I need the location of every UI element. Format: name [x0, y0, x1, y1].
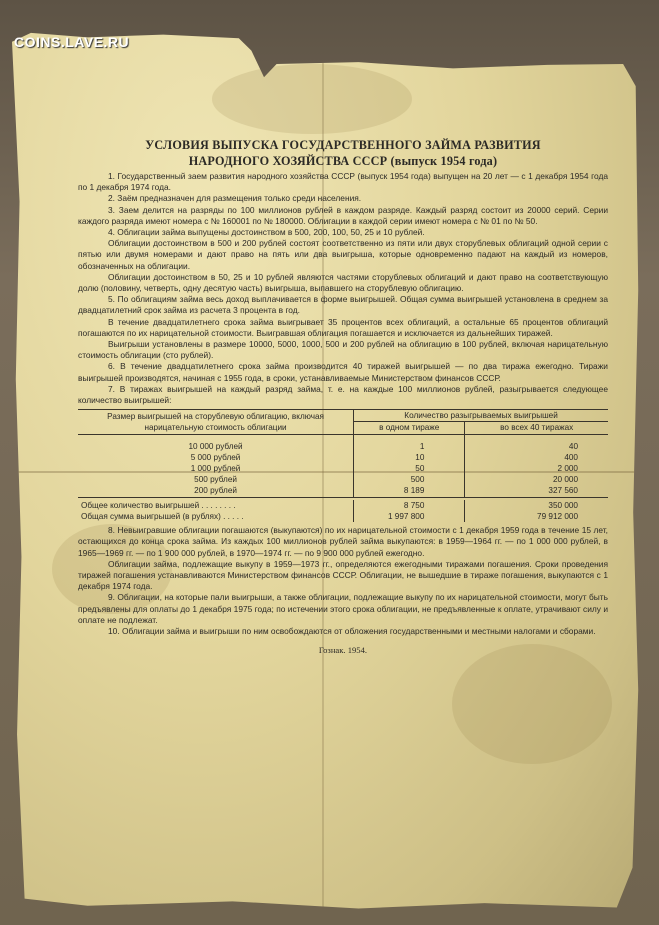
- printer-imprint: Гознак. 1954.: [318, 645, 368, 656]
- total-all: 79 912 000: [537, 511, 578, 521]
- prize-table: [78, 409, 608, 522]
- paragraph: 8. Невыигравшие облигации погашаются (выкупаются) по их нарицательной стоимости с 1 декабря 1959 года в течение 15 лет, остающихся до конца срока займа. Из каждых 100 миллионов рублей займа выкупаются: в 1959—1964 гг. — по 1 000 000 рублей, в 1965—1969 гг. — по 1 900 000 рублей, в 1970—1974 гг. — по 9 900 000 рублей ежегодно.: [78, 525, 608, 558]
- paragraph: 4. Облигации займа выпущены достоинством в 500, 200, 100, 50, 25 и 10 рублей.: [108, 227, 425, 238]
- prize-size: 1 000 рублей: [78, 463, 354, 474]
- paragraph: Облигации достоинством в 500 и 200 рублей состоят соответственно из пяти или двух сторублевых облигаций одной серии с пятью или двумя номерами и дают право на пять или два выигрыша, которые одновременно падают на каждый из номеров, обозначенных на облигации.: [78, 238, 608, 271]
- stain: [212, 64, 412, 134]
- prize-count-all: 2 000: [557, 464, 578, 474]
- title-line-2: НАРОДНОГО ХОЗЯЙСТВА СССР (выпуск 1954 года): [188, 153, 498, 168]
- table-header-all-draws: во всех 40 тиражах: [465, 422, 608, 434]
- prize-count-all: 400: [564, 452, 578, 462]
- total-all: 350 000: [548, 500, 578, 510]
- total-label: Общее количество выигрышей . . . . . . . .: [78, 500, 354, 511]
- total-label: Общая сумма выигрышей (в рублях) . . . . .: [78, 511, 354, 522]
- paragraph: 7. В тиражах выигрышей на каждый разряд займа, т. е. на каждые 100 миллионов рублей, разыгрывается следующее количество выигрышей:: [78, 383, 608, 406]
- bond-terms: [78, 138, 608, 656]
- table-header-one-draw: в одном тираже: [354, 422, 465, 434]
- prize-size: 10 000 рублей: [78, 441, 354, 452]
- table-total-row: [78, 511, 608, 522]
- prize-count-one: 500: [354, 474, 465, 485]
- stain: [452, 644, 612, 764]
- table-header-prize-size: Размер выигрышей на сторублевую облигацию, включая нарицательную стоимость облигации: [78, 410, 354, 434]
- prize-count-all: 327 560: [548, 486, 578, 496]
- prize-count-all: 20 000: [552, 475, 578, 485]
- prize-count-one: 50: [354, 463, 465, 474]
- table-total-row: [78, 500, 608, 511]
- table-row: [78, 441, 608, 452]
- table-row: [78, 474, 608, 485]
- prize-size: 500 рублей: [78, 474, 354, 485]
- paragraph: Выигрыши установлены в размере 10000, 5000, 1000, 500 и 200 рублей на облигацию в 100 рублей, включая нарицательную стоимость облигации (сто рублей).: [78, 339, 608, 361]
- paragraph: 2. Заём предназначен для размещения только среди населения.: [108, 193, 362, 204]
- title-line-1: УСЛОВИЯ ВЫПУСКА ГОСУДАРСТВЕННОГО ЗАЙМА РАЗВИТИЯ: [145, 138, 541, 152]
- paragraph: В течение двадцатилетнего срока займа выигрывает 35 процентов всех облигаций, а остальные 65 процентов облигаций погашаются по их нарицательной стоимости. Выигравшая облигация погашается и исключается из дальнейших тиражей.: [78, 316, 608, 338]
- watermark: COINS.LAVE.RU: [14, 34, 130, 50]
- total-one: 8 750: [354, 500, 465, 511]
- document-title: [78, 138, 608, 169]
- prize-count-all: 40: [568, 441, 578, 451]
- paragraph: 1. Государственный заем развития народного хозяйства СССР (выпуск 1954 года) выпущен на 20 лет — с 1 декабря 1954 года по 1 декабря 1974 года.: [78, 171, 608, 193]
- paragraph: 10. Облигации займа и выигрыши по ним освобождаются от обложения государственными и местными налогами и сборами.: [108, 625, 596, 636]
- table-row: [78, 463, 608, 474]
- table-row: [78, 485, 608, 497]
- table-header-prize-count: Количество разыгрываемых выигрышей: [354, 410, 608, 422]
- paragraph: 5. По облигациям займа весь доход выплачивается в форме выигрышей. Общая сумма выигрышей установлена в среднем за двадцатилетний срок займа из расчета 3 процента в год.: [78, 294, 608, 316]
- paragraph: Облигации достоинством в 50, 25 и 10 рублей являются частями сторублевых облигаций и дают право на соответствующую долю (половину, четверть, одну десятую часть) выигрыша, выпавшего на сторублевую облигацию.: [78, 271, 608, 294]
- paragraph: 3. Заем делится на разряды по 100 миллионов рублей в каждом разряде. Каждый разряд состоит из 20000 серий. Серии каждого разряда имеют номера с № 160001 по № 180000. Облигации в каждой серии имеют номера с № 01 по № 50.: [78, 204, 608, 226]
- prize-count-one: 1: [354, 441, 465, 452]
- paragraph: 6. В течение двадцатилетнего срока займа производится 40 тиражей выигрышей — по два тиража ежегодно. Тиражи выигрышей производятся, начиная с 1955 года, в сроки, устанавливаемые Министерством финансов СССР.: [78, 361, 608, 383]
- table-row: [78, 452, 608, 463]
- prize-size: 5 000 рублей: [78, 452, 354, 463]
- total-one: 1 997 800: [354, 511, 465, 522]
- prize-count-one: 10: [354, 452, 465, 463]
- paragraph: Облигации займа, подлежащие выкупу в 1959—1973 гг., определяются ежегодными тиражами погашения. Сроки проведения тиражей погашения устанавливаются Министерством финансов СССР. Облигации, не вышедшие в тираже погашения, выкупаются с 1 декабря 1974 года.: [78, 558, 608, 592]
- prize-count-one: 8 189: [354, 485, 465, 497]
- paragraph: 9. Облигации, на которые пали выигрыши, а также облигации, подлежащие выкупу по их нарицательной стоимости, могут быть предъявлены для оплаты до 1 декабря 1975 года; по истечении этого срока облигации, не предъявленные к оплате, утрачивают силу и оплате не подлежат.: [78, 592, 608, 625]
- prize-size: 200 рублей: [78, 485, 354, 497]
